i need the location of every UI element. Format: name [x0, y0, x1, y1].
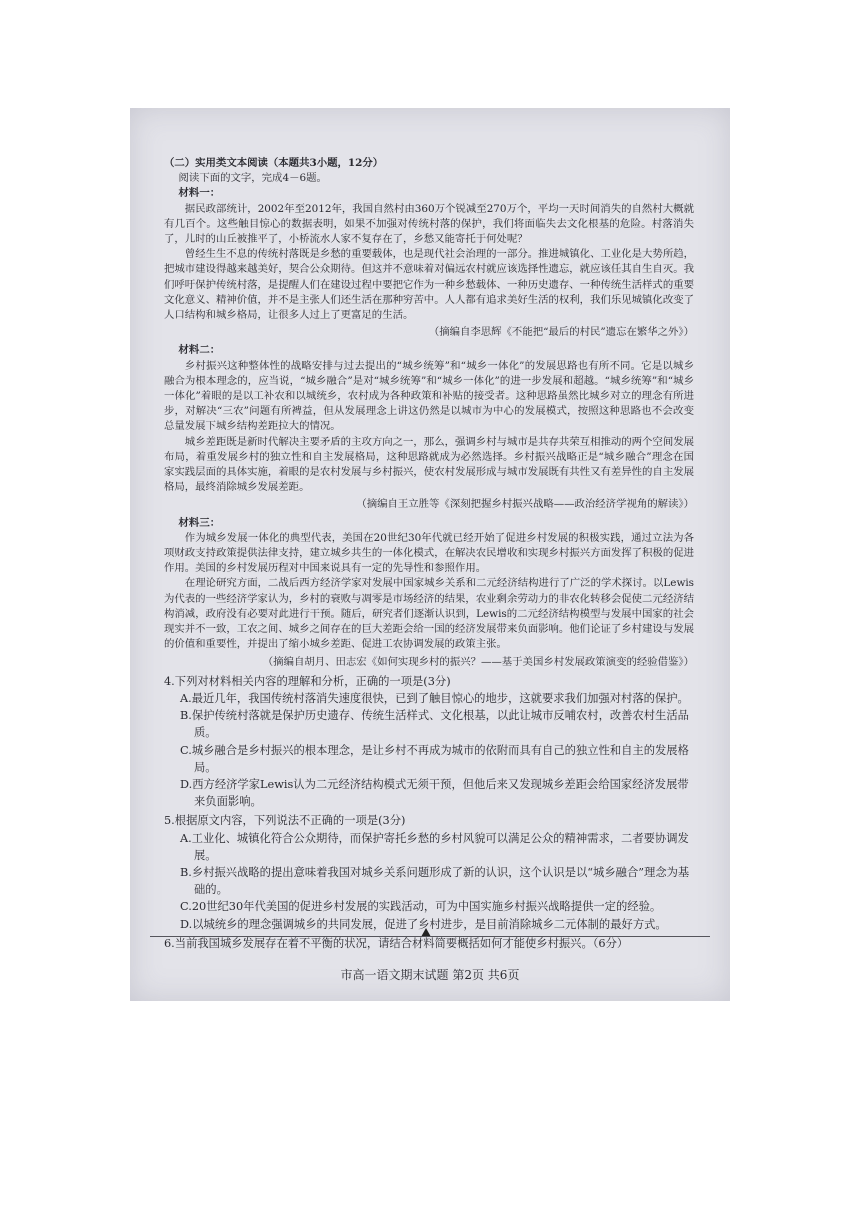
question-stem: 4.下列对材料相关内容的理解和分析，正确的一项是(3分) [164, 674, 451, 688]
option-b: B.保护传统村落就是保护历史遗存、传统生活样式、文化根基，以此让城市反哺农村，改善农村生活品质。 [180, 709, 689, 740]
material-paragraph: 城乡差距既是新时代解决主要矛盾的主攻方向之一，那么，强调乡村与城市是共存共荣互相推动的两个空间发展布局，着重发展乡村的独立性和自主发展格局，这种思路就成为必然选择。乡村振兴战略正是“城乡融合”理念在国家实践层面的具体实施，着眼的是农村发展与乡村振兴，使农村发展形成与城市发展既有共性又有差异性的自主发展格局，最终消除城乡发展差距。 [164, 435, 694, 494]
exam-sheet [130, 108, 730, 1001]
option-a: A.工业化、城镇化符合公众期待，而保护寄托乡愁的乡村风貌可以满足公众的精神需求，二者要协调发展。 [180, 831, 689, 862]
material-source: （摘编自李思辉《不能把“最后的村民”遗忘在繁华之外》） [428, 326, 694, 339]
material-label: 材料三： [178, 516, 221, 529]
instruction: 阅读下面的文字，完成4－6题。 [178, 172, 327, 185]
option-d: D.以城统乡的理念强调城乡的共同发展，促进了乡村进步，是目前消除城乡二元体制的最好方式。 [180, 917, 667, 931]
question-stem: 6.当前我国城乡发展存在着不平衡的状况，请结合材料简要概括如何才能使乡村振兴。（6分） [164, 936, 629, 950]
reading-section [164, 156, 694, 952]
material-label: 材料一： [178, 187, 221, 200]
material-3 [164, 516, 694, 670]
material-source: （摘编自胡月、田志宏《如何实现乡村的振兴？——基于美国乡村发展政策演变的经验借鉴》） [262, 655, 694, 668]
question-stem: 5.根据原文内容，下列说法不正确的一项是(3分) [164, 814, 406, 828]
material-paragraph: 在理论研究方面，二战后西方经济学家对发展中国家城乡关系和二元经济结构进行了广泛的学术探讨。以Lewis为代表的一些经济学家认为，乡村的衰败与凋零是市场经济的结果，农业剩余劳动力的非农化转移会促使二元经济结构消减，政府没有必要对此进行干预。随后，研究者们逐渐认识到，Lewis的二元经济结构模型与发展中国家的社会现实并不一致，工农之间、城乡之间存在的巨大差距会给一国的经济发展带来负面影响。他们论证了乡村建设与发展的价值和重要性，并提出了缩小城乡差距、促进工农协调发展的政策主张。 [164, 577, 694, 651]
option-c: C.20世纪30年代美国的促进乡村发展的实践活动，可为中国实施乡村振兴战略提供一定的经验。 [180, 900, 662, 914]
option-d: D.西方经济学家Lewis认为二元经济结构模式无须干预，但他后来又发现城乡差距会给国家经济发展带来负面影响。 [180, 777, 689, 809]
option-b: B.乡村振兴战略的提出意味着我国对城乡关系问题形成了新的认识，这个认识是以“城乡融合”理念为基础的。 [180, 865, 690, 897]
option-c: C.城乡融合是乡村振兴的根本理念，是让乡村不再成为城市的依附而具有自己的独立性和自主的发展格局。 [180, 743, 689, 774]
material-paragraph: 作为城乡发展一体化的典型代表，美国在20世纪30年代就已经开始了促进乡村发展的积极实践，通过立法为各项财政支持政策提供法律支持，建立城乡共生的一体化模式，在解决农民增收和实现乡村振兴方面发挥了积极的促进作用。美国的乡村发展历程对中国来说具有一定的先导性和参照作用。 [164, 531, 694, 575]
material-paragraph: 曾经生生不息的传统村落既是乡愁的重要载体，也是现代社会治理的一部分。推进城镇化、工业化是大势所趋，把城市建设得越来越美好，契合公众期待。但这并不意味着对偏远农村就应该选择性遗忘，就应该任其自生自灭。我们呼吁保护传统村落，是提醒人们在建设过程中要把它作为一种乡愁载体、一种历史遗存、一种传统生活样式的重要文化意义、精神价值，并不是主张人们还生活在那种穷苦中。人人都有追求美好生活的权利，我们乐见城镇化改变了人口结构和城乡格局，让很多人过上了更富足的生活。 [164, 248, 694, 322]
material-1 [164, 186, 694, 340]
question-5 [164, 812, 694, 932]
option-a: A.最近几年，我国传统村落消失速度很快，已到了触目惊心的地步，这就要求我们加强对村落的保护。 [180, 691, 689, 705]
material-2 [164, 343, 694, 512]
question-4 [164, 673, 694, 811]
section-title: （二）实用类文本阅读（本题共3小题，12分） [164, 157, 384, 169]
material-paragraph: 乡村振兴这种整体性的战略安排与过去提出的“城乡统筹”和“城乡一体化”的发展思路也有所不同。它是以城乡融合为根本理念的，应当说，“城乡融合”是对“城乡统筹”和“城乡一体化”的进一步发展和超越。“城乡统筹”和“城乡一体化”着眼的是以工补农和以城统乡，农村成为各种政策和补贴的接受者。这种思路虽然比城乡对立的理念有所进步，对解决“三农”问题有所裨益，但从发展理念上讲这仍然是以城市为中心的发展模式，按照这种思路也不会改变总量发展下城乡结构差距拉大的情况。 [164, 359, 694, 433]
material-label: 材料二： [178, 344, 221, 357]
question-6 [164, 935, 694, 952]
material-source: （摘编自王立胜等《深刻把握乡村振兴战略——政治经济学视角的解读》） [356, 498, 694, 511]
divider-line [150, 936, 710, 937]
material-paragraph: 据民政部统计，2002年至2012年，我国自然村由360万个锐减至270万个，平均一天时间消失的自然村大概就有几百个。这些触目惊心的数据表明，如果不加强对传统村落的保护，我们将面临失去文化根基的危险。村落消失了，儿时的山丘被推平了，小桥流水人家不复存在了，乡愁又能寄托于何处呢？ [164, 202, 694, 246]
page-footer: 市高一语文期末试题 第2页 共6页 [340, 968, 520, 982]
